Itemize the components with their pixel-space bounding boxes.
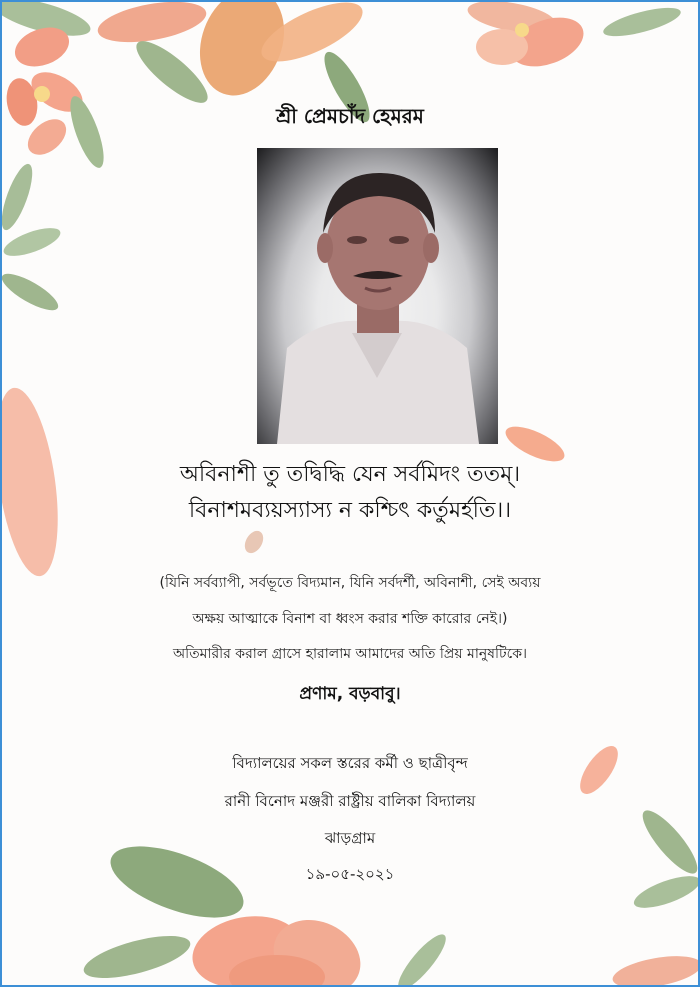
portrait-photo — [257, 148, 498, 444]
deceased-name: শ্রী প্রেমচাঁদ হেমরম — [276, 104, 424, 128]
tribute-message: অতিমারীর করাল গ্রাসে হারালাম আমাদের অতি প্রিয় মানুষটিকে। — [172, 646, 528, 662]
translation-line-1: (যিনি সর্বব্যাপী, সর্বভূতে বিদ্যমান, যিনি সর্বদর্শী, অবিনাশী, সেই অব্যয় — [159, 575, 541, 591]
signature-date: ১৯-০৫-২০২১ — [305, 865, 395, 883]
translation-line-2: অক্ষয় আত্মাকে বিনাশ বা ধ্বংস করার শক্তি কারোর নেই।) — [192, 611, 508, 627]
signature-place: ঝাড়গ্রাম — [324, 829, 376, 847]
pranam-line: প্রণাম, বড়বাবু। — [299, 684, 401, 704]
signature-group: বিদ্যালয়ের সকল স্তরের কর্মী ও ছাত্রীবৃন্দ — [232, 754, 468, 772]
verse-line-2: বিনাশমব্যয়স্যাস্য ন কশ্চিৎ কর্তুমর্হতি।। — [188, 498, 512, 523]
verse-line-1: অবিনাশী তু তদ্বিদ্ধি যেন সর্বমিদং ততম্। — [179, 462, 521, 487]
signature-school: রানী বিনোদ মঞ্জরী রাষ্ট্রীয় বালিকা বিদ্যালয় — [224, 792, 476, 810]
